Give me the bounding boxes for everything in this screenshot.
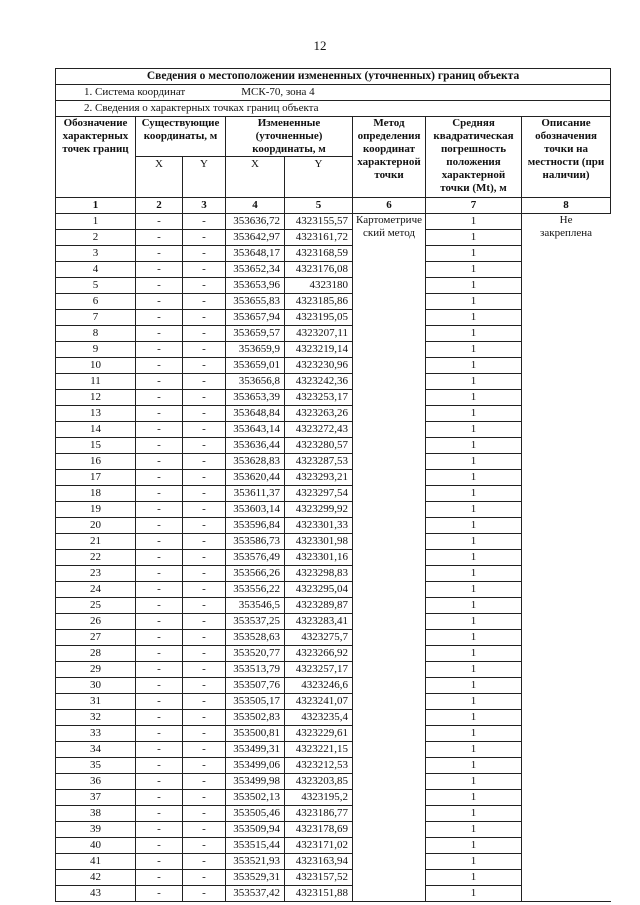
existing-x: - bbox=[136, 662, 183, 678]
changed-x: 353537,25 bbox=[226, 614, 285, 630]
existing-x: - bbox=[136, 630, 183, 646]
header-mt: Средняя квадратическая погрешность положения характерной точки (Mt), м bbox=[426, 117, 522, 198]
existing-y: - bbox=[183, 550, 226, 566]
changed-x: 353659,01 bbox=[226, 358, 285, 374]
existing-y: - bbox=[183, 870, 226, 886]
mt-value: 1 bbox=[426, 774, 522, 790]
existing-x: - bbox=[136, 246, 183, 262]
point-number: 9 bbox=[56, 342, 136, 358]
changed-x: 353507,76 bbox=[226, 678, 285, 694]
mt-value: 1 bbox=[426, 518, 522, 534]
col-number: 6 bbox=[353, 198, 426, 214]
existing-y: - bbox=[183, 758, 226, 774]
existing-y: - bbox=[183, 886, 226, 902]
existing-y: - bbox=[183, 614, 226, 630]
point-number: 3 bbox=[56, 246, 136, 262]
point-number: 40 bbox=[56, 838, 136, 854]
mt-value: 1 bbox=[426, 630, 522, 646]
existing-y: - bbox=[183, 646, 226, 662]
mt-value: 1 bbox=[426, 358, 522, 374]
header-point-designation: Обозначение характерных точек границ bbox=[56, 117, 136, 198]
mt-value: 1 bbox=[426, 214, 522, 230]
col-number: 3 bbox=[183, 198, 226, 214]
mt-value: 1 bbox=[426, 390, 522, 406]
existing-x: - bbox=[136, 774, 183, 790]
changed-y: 4323289,87 bbox=[285, 598, 353, 614]
description-line-1: Не bbox=[559, 214, 573, 226]
existing-y: - bbox=[183, 566, 226, 582]
changed-y: 4323241,07 bbox=[285, 694, 353, 710]
existing-y: - bbox=[183, 502, 226, 518]
mt-value: 1 bbox=[426, 678, 522, 694]
changed-x: 353576,49 bbox=[226, 550, 285, 566]
changed-y: 4323242,36 bbox=[285, 374, 353, 390]
changed-y: 4323186,77 bbox=[285, 806, 353, 822]
changed-y: 4323157,52 bbox=[285, 870, 353, 886]
changed-y: 4323253,17 bbox=[285, 390, 353, 406]
point-number: 5 bbox=[56, 278, 136, 294]
mt-value: 1 bbox=[426, 342, 522, 358]
changed-y: 4323178,69 bbox=[285, 822, 353, 838]
existing-y: - bbox=[183, 854, 226, 870]
method-line-2: ский метод bbox=[362, 227, 416, 239]
existing-x: - bbox=[136, 678, 183, 694]
changed-y: 4323283,41 bbox=[285, 614, 353, 630]
existing-x: - bbox=[136, 854, 183, 870]
existing-x: - bbox=[136, 518, 183, 534]
mt-value: 1 bbox=[426, 790, 522, 806]
changed-x: 353611,37 bbox=[226, 486, 285, 502]
mt-value: 1 bbox=[426, 726, 522, 742]
changed-x: 353643,14 bbox=[226, 422, 285, 438]
existing-x: - bbox=[136, 822, 183, 838]
point-number: 26 bbox=[56, 614, 136, 630]
changed-x: 353653,96 bbox=[226, 278, 285, 294]
point-number: 35 bbox=[56, 758, 136, 774]
existing-x: - bbox=[136, 326, 183, 342]
existing-x: - bbox=[136, 598, 183, 614]
coord-system-label: 1. Система координат bbox=[84, 86, 186, 98]
point-number: 42 bbox=[56, 870, 136, 886]
column-numbers-row bbox=[56, 198, 611, 214]
mt-value: 1 bbox=[426, 278, 522, 294]
header-method: Метод определения координат характерной точки bbox=[353, 117, 426, 198]
existing-x: - bbox=[136, 726, 183, 742]
changed-y: 4323266,92 bbox=[285, 646, 353, 662]
boundary-points-table bbox=[55, 68, 611, 902]
point-number: 21 bbox=[56, 534, 136, 550]
changed-x: 353652,34 bbox=[226, 262, 285, 278]
existing-x: - bbox=[136, 550, 183, 566]
mt-value: 1 bbox=[426, 438, 522, 454]
title-row bbox=[56, 69, 611, 85]
mt-value: 1 bbox=[426, 662, 522, 678]
changed-y: 4323195,2 bbox=[285, 790, 353, 806]
changed-y: 4323297,54 bbox=[285, 486, 353, 502]
changed-x: 353648,17 bbox=[226, 246, 285, 262]
changed-y: 4323263,26 bbox=[285, 406, 353, 422]
changed-y: 4323301,16 bbox=[285, 550, 353, 566]
changed-y: 4323195,05 bbox=[285, 310, 353, 326]
existing-y: - bbox=[183, 630, 226, 646]
changed-x: 353603,14 bbox=[226, 502, 285, 518]
changed-y: 4323171,02 bbox=[285, 838, 353, 854]
changed-y: 4323168,59 bbox=[285, 246, 353, 262]
existing-x: - bbox=[136, 534, 183, 550]
mt-value: 1 bbox=[426, 486, 522, 502]
point-number: 32 bbox=[56, 710, 136, 726]
point-number: 25 bbox=[56, 598, 136, 614]
existing-x: - bbox=[136, 582, 183, 598]
existing-y: - bbox=[183, 774, 226, 790]
changed-x: 353499,31 bbox=[226, 742, 285, 758]
method-cell bbox=[353, 214, 426, 902]
changed-x: 353586,73 bbox=[226, 534, 285, 550]
header-row-1 bbox=[56, 117, 611, 157]
changed-y: 4323203,85 bbox=[285, 774, 353, 790]
col-number: 1 bbox=[56, 198, 136, 214]
existing-x: - bbox=[136, 806, 183, 822]
header-changed-coords: Измененные (уточненные) координаты, м bbox=[226, 117, 353, 157]
existing-y: - bbox=[183, 310, 226, 326]
existing-y: - bbox=[183, 470, 226, 486]
point-number: 29 bbox=[56, 662, 136, 678]
changed-x: 353653,39 bbox=[226, 390, 285, 406]
existing-y: - bbox=[183, 598, 226, 614]
mt-value: 1 bbox=[426, 806, 522, 822]
mt-value: 1 bbox=[426, 326, 522, 342]
point-number: 13 bbox=[56, 406, 136, 422]
existing-y: - bbox=[183, 438, 226, 454]
existing-x: - bbox=[136, 406, 183, 422]
header-existing-x: X bbox=[136, 157, 183, 198]
existing-y: - bbox=[183, 246, 226, 262]
changed-y: 4323298,83 bbox=[285, 566, 353, 582]
existing-x: - bbox=[136, 358, 183, 374]
existing-y: - bbox=[183, 806, 226, 822]
mt-value: 1 bbox=[426, 550, 522, 566]
existing-y: - bbox=[183, 294, 226, 310]
changed-x: 353656,8 bbox=[226, 374, 285, 390]
header-changed-x: X bbox=[226, 157, 285, 198]
point-number: 31 bbox=[56, 694, 136, 710]
changed-x: 353657,94 bbox=[226, 310, 285, 326]
point-number: 1 bbox=[56, 214, 136, 230]
changed-y: 4323161,72 bbox=[285, 230, 353, 246]
col-number: 8 bbox=[522, 198, 611, 214]
mt-value: 1 bbox=[426, 310, 522, 326]
col-number: 4 bbox=[226, 198, 285, 214]
changed-x: 353520,77 bbox=[226, 646, 285, 662]
point-number: 34 bbox=[56, 742, 136, 758]
description-line-2: закреплена bbox=[540, 227, 593, 239]
description-cell bbox=[522, 214, 611, 902]
existing-x: - bbox=[136, 694, 183, 710]
existing-x: - bbox=[136, 310, 183, 326]
existing-y: - bbox=[183, 486, 226, 502]
changed-x: 353500,81 bbox=[226, 726, 285, 742]
section2-row bbox=[56, 101, 611, 117]
table-title: Сведения о местоположении измененных (уточненных) границ объекта bbox=[56, 69, 611, 85]
mt-value: 1 bbox=[426, 374, 522, 390]
existing-x: - bbox=[136, 230, 183, 246]
changed-y: 4323176,08 bbox=[285, 262, 353, 278]
point-number: 20 bbox=[56, 518, 136, 534]
existing-y: - bbox=[183, 534, 226, 550]
changed-y: 4323257,17 bbox=[285, 662, 353, 678]
mt-value: 1 bbox=[426, 854, 522, 870]
existing-y: - bbox=[183, 214, 226, 230]
header-changed-y: Y bbox=[285, 157, 353, 198]
existing-x: - bbox=[136, 614, 183, 630]
changed-x: 353521,93 bbox=[226, 854, 285, 870]
existing-y: - bbox=[183, 582, 226, 598]
col-number: 2 bbox=[136, 198, 183, 214]
point-number: 33 bbox=[56, 726, 136, 742]
changed-y: 4323219,14 bbox=[285, 342, 353, 358]
changed-x: 353648,84 bbox=[226, 406, 285, 422]
page-number: 12 bbox=[313, 38, 327, 53]
changed-x: 353499,06 bbox=[226, 758, 285, 774]
changed-x: 353556,22 bbox=[226, 582, 285, 598]
existing-y: - bbox=[183, 358, 226, 374]
existing-x: - bbox=[136, 438, 183, 454]
existing-y: - bbox=[183, 374, 226, 390]
point-number: 8 bbox=[56, 326, 136, 342]
changed-y: 4323230,96 bbox=[285, 358, 353, 374]
changed-y: 4323293,21 bbox=[285, 470, 353, 486]
mt-value: 1 bbox=[426, 646, 522, 662]
mt-value: 1 bbox=[426, 598, 522, 614]
mt-value: 1 bbox=[426, 838, 522, 854]
mt-value: 1 bbox=[426, 614, 522, 630]
point-number: 7 bbox=[56, 310, 136, 326]
existing-x: - bbox=[136, 646, 183, 662]
changed-y: 4323246,6 bbox=[285, 678, 353, 694]
changed-y: 4323163,94 bbox=[285, 854, 353, 870]
point-number: 10 bbox=[56, 358, 136, 374]
mt-value: 1 bbox=[426, 454, 522, 470]
existing-x: - bbox=[136, 390, 183, 406]
existing-y: - bbox=[183, 406, 226, 422]
mt-value: 1 bbox=[426, 886, 522, 902]
point-number: 19 bbox=[56, 502, 136, 518]
changed-x: 353528,63 bbox=[226, 630, 285, 646]
existing-x: - bbox=[136, 374, 183, 390]
changed-x: 353642,97 bbox=[226, 230, 285, 246]
mt-value: 1 bbox=[426, 758, 522, 774]
mt-value: 1 bbox=[426, 694, 522, 710]
mt-value: 1 bbox=[426, 582, 522, 598]
existing-y: - bbox=[183, 230, 226, 246]
existing-x: - bbox=[136, 422, 183, 438]
changed-y: 4323301,33 bbox=[285, 518, 353, 534]
existing-x: - bbox=[136, 502, 183, 518]
existing-x: - bbox=[136, 470, 183, 486]
changed-x: 353655,83 bbox=[226, 294, 285, 310]
mt-value: 1 bbox=[426, 870, 522, 886]
changed-y: 4323212,53 bbox=[285, 758, 353, 774]
changed-x: 353509,94 bbox=[226, 822, 285, 838]
existing-x: - bbox=[136, 566, 183, 582]
point-number: 17 bbox=[56, 470, 136, 486]
header-existing-coords: Существующие координаты, м bbox=[136, 117, 226, 157]
point-number: 4 bbox=[56, 262, 136, 278]
existing-x: - bbox=[136, 454, 183, 470]
existing-y: - bbox=[183, 262, 226, 278]
point-number: 37 bbox=[56, 790, 136, 806]
mt-value: 1 bbox=[426, 262, 522, 278]
changed-y: 4323287,53 bbox=[285, 454, 353, 470]
changed-x: 353505,17 bbox=[226, 694, 285, 710]
changed-x: 353529,31 bbox=[226, 870, 285, 886]
changed-y: 4323301,98 bbox=[285, 534, 353, 550]
changed-y: 4323151,88 bbox=[285, 886, 353, 902]
existing-x: - bbox=[136, 742, 183, 758]
existing-y: - bbox=[183, 838, 226, 854]
changed-x: 353636,72 bbox=[226, 214, 285, 230]
col-number: 7 bbox=[426, 198, 522, 214]
mt-value: 1 bbox=[426, 710, 522, 726]
existing-y: - bbox=[183, 678, 226, 694]
header-existing-y: Y bbox=[183, 157, 226, 198]
changed-y: 4323180 bbox=[285, 278, 353, 294]
changed-y: 4323272,43 bbox=[285, 422, 353, 438]
changed-x: 353636,44 bbox=[226, 438, 285, 454]
mt-value: 1 bbox=[426, 534, 522, 550]
existing-y: - bbox=[183, 790, 226, 806]
mt-value: 1 bbox=[426, 294, 522, 310]
changed-x: 353620,44 bbox=[226, 470, 285, 486]
existing-y: - bbox=[183, 422, 226, 438]
existing-y: - bbox=[183, 662, 226, 678]
changed-y: 4323155,57 bbox=[285, 214, 353, 230]
existing-y: - bbox=[183, 726, 226, 742]
point-number: 6 bbox=[56, 294, 136, 310]
point-number: 43 bbox=[56, 886, 136, 902]
changed-y: 4323185,86 bbox=[285, 294, 353, 310]
changed-x: 353628,83 bbox=[226, 454, 285, 470]
existing-x: - bbox=[136, 214, 183, 230]
changed-x: 353505,46 bbox=[226, 806, 285, 822]
coord-system-row bbox=[56, 85, 611, 101]
point-number: 15 bbox=[56, 438, 136, 454]
existing-y: - bbox=[183, 518, 226, 534]
existing-x: - bbox=[136, 262, 183, 278]
changed-y: 4323299,92 bbox=[285, 502, 353, 518]
existing-y: - bbox=[183, 822, 226, 838]
changed-y: 4323207,11 bbox=[285, 326, 353, 342]
point-number: 27 bbox=[56, 630, 136, 646]
existing-x: - bbox=[136, 342, 183, 358]
point-number: 14 bbox=[56, 422, 136, 438]
existing-x: - bbox=[136, 486, 183, 502]
changed-y: 4323280,57 bbox=[285, 438, 353, 454]
existing-x: - bbox=[136, 790, 183, 806]
changed-x: 353659,9 bbox=[226, 342, 285, 358]
point-number: 16 bbox=[56, 454, 136, 470]
mt-value: 1 bbox=[426, 422, 522, 438]
existing-y: - bbox=[183, 694, 226, 710]
changed-x: 353502,13 bbox=[226, 790, 285, 806]
point-number: 30 bbox=[56, 678, 136, 694]
existing-y: - bbox=[183, 454, 226, 470]
point-number: 24 bbox=[56, 582, 136, 598]
point-number: 23 bbox=[56, 566, 136, 582]
mt-value: 1 bbox=[426, 230, 522, 246]
changed-y: 4323295,04 bbox=[285, 582, 353, 598]
mt-value: 1 bbox=[426, 406, 522, 422]
mt-value: 1 bbox=[426, 470, 522, 486]
point-number: 12 bbox=[56, 390, 136, 406]
section2-label: 2. Сведения о характерных точках границ объекта bbox=[56, 101, 611, 117]
mt-value: 1 bbox=[426, 822, 522, 838]
header-description: Описание обозначения точки на местности (при наличии) bbox=[522, 117, 611, 198]
existing-y: - bbox=[183, 390, 226, 406]
existing-x: - bbox=[136, 870, 183, 886]
changed-x: 353499,98 bbox=[226, 774, 285, 790]
point-number: 41 bbox=[56, 854, 136, 870]
existing-y: - bbox=[183, 710, 226, 726]
point-number: 38 bbox=[56, 806, 136, 822]
point-number: 11 bbox=[56, 374, 136, 390]
coord-system-value: МСК-70, зона 4 bbox=[241, 86, 315, 98]
changed-y: 4323221,15 bbox=[285, 742, 353, 758]
existing-y: - bbox=[183, 742, 226, 758]
mt-value: 1 bbox=[426, 502, 522, 518]
changed-x: 353546,5 bbox=[226, 598, 285, 614]
changed-y: 4323275,7 bbox=[285, 630, 353, 646]
existing-y: - bbox=[183, 278, 226, 294]
changed-x: 353596,84 bbox=[226, 518, 285, 534]
point-number: 28 bbox=[56, 646, 136, 662]
existing-y: - bbox=[183, 342, 226, 358]
coord-system bbox=[56, 85, 611, 101]
existing-x: - bbox=[136, 294, 183, 310]
changed-x: 353537,42 bbox=[226, 886, 285, 902]
point-number: 22 bbox=[56, 550, 136, 566]
table-row bbox=[56, 214, 611, 230]
existing-x: - bbox=[136, 278, 183, 294]
mt-value: 1 bbox=[426, 742, 522, 758]
mt-value: 1 bbox=[426, 566, 522, 582]
changed-x: 353659,57 bbox=[226, 326, 285, 342]
point-number: 36 bbox=[56, 774, 136, 790]
existing-x: - bbox=[136, 758, 183, 774]
point-number: 39 bbox=[56, 822, 136, 838]
point-number: 2 bbox=[56, 230, 136, 246]
existing-y: - bbox=[183, 326, 226, 342]
changed-x: 353566,26 bbox=[226, 566, 285, 582]
changed-y: 4323235,4 bbox=[285, 710, 353, 726]
existing-x: - bbox=[136, 886, 183, 902]
changed-y: 4323229,61 bbox=[285, 726, 353, 742]
existing-x: - bbox=[136, 710, 183, 726]
method-line-1: Картометриче bbox=[356, 214, 422, 226]
changed-x: 353515,44 bbox=[226, 838, 285, 854]
changed-x: 353513,79 bbox=[226, 662, 285, 678]
mt-value: 1 bbox=[426, 246, 522, 262]
existing-x: - bbox=[136, 838, 183, 854]
point-number: 18 bbox=[56, 486, 136, 502]
col-number: 5 bbox=[285, 198, 353, 214]
changed-x: 353502,83 bbox=[226, 710, 285, 726]
